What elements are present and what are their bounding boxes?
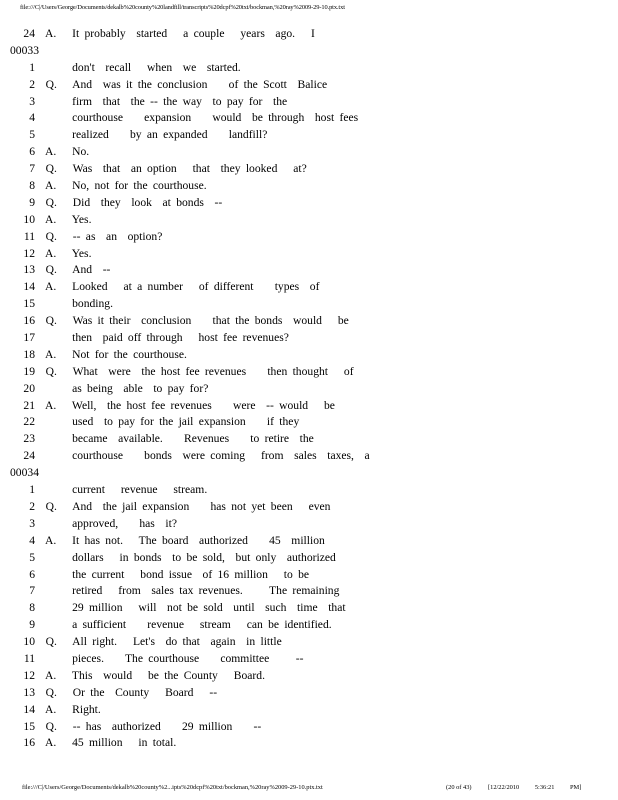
line-number: 8 (29, 601, 35, 615)
line-number: 19 (23, 364, 35, 378)
transcript-body (9, 26, 370, 752)
transcript-line (9, 600, 370, 617)
footer-date: [12/22/2010 (488, 784, 520, 791)
line-text: Q. Or the County Board -- (45, 685, 218, 699)
line-text: the current bond issue of 16 million to be (45, 567, 310, 581)
line-number: 1 (29, 60, 35, 74)
line-number: 14 (23, 702, 35, 716)
line-number: 9 (29, 618, 35, 632)
transcript-line (9, 567, 370, 584)
line-text: realized by an expanded landfill? (45, 128, 268, 142)
line-text: Q. Did they look at bonds -- (45, 195, 223, 209)
footer-page-count: (20 of 43) (446, 784, 472, 791)
line-text: Q. Was that an option that they looked at? (45, 162, 307, 176)
transcript-line (9, 533, 370, 550)
line-text: current revenue stream. (45, 483, 208, 497)
line-number: 9 (29, 195, 35, 209)
line-text: A. No, not for the courthouse. (44, 179, 207, 193)
transcript-line (9, 127, 370, 144)
line-text: a sufficient revenue stream can be identified. (45, 618, 332, 632)
line-number: 17 (23, 331, 35, 345)
transcript-line (9, 229, 370, 246)
line-text: courthouse expansion would be through host fees (45, 111, 359, 125)
line-number: 20 (23, 381, 35, 395)
transcript-line (9, 617, 370, 634)
line-text: courthouse bonds were coming from sales taxes, a (45, 449, 370, 463)
transcript-line (9, 735, 370, 752)
line-number: 8 (29, 179, 35, 193)
line-number: 5 (29, 550, 35, 564)
transcript-line (9, 651, 370, 668)
line-number: 4 (29, 111, 35, 125)
line-number: 4 (29, 533, 35, 547)
line-text: as being able to pay for? (45, 381, 209, 395)
line-text: Q. And was it the conclusion of the Scott Balice (45, 77, 328, 91)
transcript-line (9, 685, 370, 702)
line-number: 10 (23, 212, 35, 226)
transcript-line (9, 60, 370, 77)
transcript-line (9, 110, 370, 127)
line-number: 21 (23, 398, 35, 412)
footer-ampm: PM] (570, 784, 582, 791)
line-number: 24 (23, 27, 35, 40)
transcript-line (9, 212, 370, 229)
transcript-line (9, 144, 370, 161)
line-number: 13 (23, 685, 35, 699)
transcript-line (9, 702, 370, 719)
line-number: 13 (23, 263, 35, 277)
transcript-line (9, 634, 370, 651)
footer-file-path: file:///C|/Users/George/Documents/dekalb%20county%2...ipts%20dcpf%20txt/bockman,%20ray%2009-29-10.ptx.txt (22, 784, 323, 791)
line-text: Q. What were the host fee revenues then thought of (45, 364, 354, 378)
transcript-line (9, 398, 370, 415)
line-number: 3 (29, 94, 35, 108)
transcript-line (9, 347, 370, 364)
line-number: 15 (23, 719, 35, 733)
transcript-line (9, 550, 370, 567)
line-number: 16 (23, 314, 35, 328)
page-number-marker (9, 465, 370, 482)
line-number: 12 (23, 246, 35, 260)
line-number: 10 (23, 635, 35, 649)
line-number: 6 (29, 145, 35, 159)
line-number: 22 (23, 415, 35, 429)
line-number: 6 (29, 567, 35, 581)
line-number: 2 (29, 499, 35, 513)
transcript-line (9, 583, 370, 600)
line-text: A. Yes. (44, 212, 92, 226)
line-text: Q. And -- (45, 263, 111, 277)
transcript-line (9, 448, 370, 465)
transcript-line (9, 94, 370, 111)
line-text: Q. All right. Let's do that again in little (45, 635, 282, 649)
line-number: 7 (29, 584, 35, 598)
line-number: 2 (29, 77, 35, 91)
line-number: 5 (29, 128, 35, 142)
transcript-line (9, 195, 370, 212)
transcript-line (9, 178, 370, 195)
line-number: 11 (23, 651, 35, 665)
line-text: A. Not for the courthouse. (44, 347, 187, 361)
line-number: 12 (23, 668, 35, 682)
transcript-line (9, 313, 370, 330)
line-text: A. It has not. The board authorized 45 million (44, 533, 325, 547)
transcript-line (9, 482, 370, 499)
line-number: 18 (23, 347, 35, 361)
line-text: Q. -- as an option? (45, 229, 163, 243)
line-number: 16 (23, 736, 35, 750)
line-text: became available. Revenues to retire the (45, 432, 314, 446)
transcript-line (9, 414, 370, 431)
transcript-line (9, 77, 370, 94)
transcript-line (9, 381, 370, 398)
transcript-line (9, 330, 370, 347)
page-number: 00033 (10, 43, 39, 57)
line-text: Q. And the jail expansion has not yet been even (45, 499, 331, 513)
transcript-line (9, 246, 370, 263)
line-number: 1 (29, 483, 35, 497)
transcript-line (9, 516, 370, 533)
line-text: A. This would be the County Board. (44, 668, 265, 682)
line-text: dollars in bonds to be sold, but only authorized (45, 550, 336, 564)
line-text: retired from sales tax revenues. The remaining (45, 584, 340, 598)
transcript-line (9, 296, 370, 313)
line-text: used to pay for the jail expansion if they (45, 415, 300, 429)
line-text: A. 45 million in total. (44, 736, 177, 750)
line-number: 7 (29, 162, 35, 176)
line-text: 29 million will not be sold until such time that (45, 601, 346, 615)
transcript-line (9, 364, 370, 381)
line-number: 11 (23, 229, 35, 243)
line-text: A. No. (44, 145, 90, 159)
page-number: 00034 (10, 466, 39, 480)
line-text: firm that the -- the way to pay for the (45, 94, 288, 108)
footer-timestamp (488, 784, 581, 791)
transcript-line (9, 499, 370, 516)
line-text: approved, has it? (45, 516, 177, 530)
line-text: pieces. The courthouse committee -- (45, 651, 304, 665)
transcript-line (9, 431, 370, 448)
line-text: Q. Was it their conclusion that the bonds would be (45, 314, 349, 328)
line-text: don't recall when we started. (45, 60, 241, 74)
line-text: A. Yes. (44, 246, 92, 260)
transcript-line (9, 26, 370, 43)
line-number: 15 (23, 297, 35, 311)
file-path-header: file:///C|/Users/George/Documents/dekalb%20county%20landfill/transcripts%20dcpf%20txt/bockman,%20ray%2009-29-10.ptx.txt (20, 4, 345, 11)
transcript-line (9, 279, 370, 296)
footer-time: 5:36:21 (534, 784, 555, 791)
line-text: A. Looked at a number of different types of (44, 280, 320, 294)
transcript-line (9, 719, 370, 736)
transcript-line (9, 161, 370, 178)
line-text: then paid off through host fee revenues? (45, 331, 289, 345)
line-number: 14 (23, 280, 35, 294)
transcript-line (9, 262, 370, 279)
line-text: A. Well, the host fee revenues were -- would be (44, 398, 335, 412)
line-number: 24 (23, 449, 35, 463)
page-number-marker (9, 43, 370, 60)
line-text: bonding. (45, 297, 114, 311)
line-text: A. It probably started a couple years ago. I (44, 27, 315, 40)
transcript-line (9, 668, 370, 685)
line-number: 23 (23, 432, 35, 446)
line-text: A. Right. (44, 702, 101, 716)
line-text: Q. -- has authorized 29 million -- (45, 719, 262, 733)
line-number: 3 (29, 516, 35, 530)
